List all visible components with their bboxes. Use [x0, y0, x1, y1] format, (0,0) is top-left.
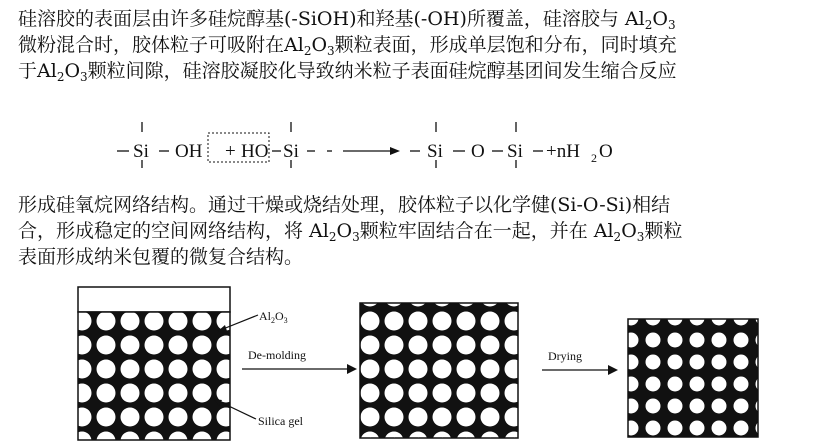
prod-o: O [471, 141, 485, 162]
mold-top [78, 287, 230, 312]
label-silica-gel: Silica gel [258, 414, 303, 428]
label-al2o3: $Al_2O_3$ [259, 309, 288, 325]
plus-n: +nH [546, 141, 580, 162]
label-drying: Drying [548, 349, 582, 363]
label-demolding: De-molding [248, 348, 306, 362]
prod-si2: Si [507, 141, 523, 162]
ho: HO [241, 141, 269, 162]
paragraph-result [18, 192, 830, 270]
text-line: 合，形成稳定的空间网络结构，将 $Al_2O_3$颗粒牢固结合在一起，并在 $Al_2O_3$颗粒 [18, 220, 683, 244]
oh: OH [175, 141, 203, 162]
prod-si1: Si [427, 141, 443, 162]
paragraph-intro [18, 6, 830, 84]
text-line: 硅溶胶的表面层由许多硅烷醇基(-SiOH)和羟基(-OH)所覆盖，硅溶胶与 $Al_2O_3$ [18, 8, 676, 32]
h2o-sub: 2 [591, 151, 597, 165]
h2o-o: O [599, 141, 613, 162]
plus: + [225, 141, 236, 162]
process-figure [70, 285, 770, 443]
left-si: Si [133, 141, 149, 162]
text-line: 于$Al_2O_3$颗粒间隙，硅溶胶凝胶化导致纳米粒子表面硅烷醇基团间发生缩合反应 [18, 60, 677, 84]
text-line: 微粉混合时，胶体粒子可吸附在$Al_2O_3$颗粒表面，形成单层饱和分布，同时填充 [18, 34, 677, 58]
condensation-equation [115, 118, 675, 168]
text-line: 表面形成纳米包覆的微复合结构。 [18, 246, 304, 268]
text-line: 形成硅氧烷网络结构。通过干燥或烧结处理，胶体粒子以化学健(Si-O-Si)相结 [18, 194, 671, 216]
panel-after-drying [628, 319, 758, 437]
right-si: Si [283, 141, 299, 162]
